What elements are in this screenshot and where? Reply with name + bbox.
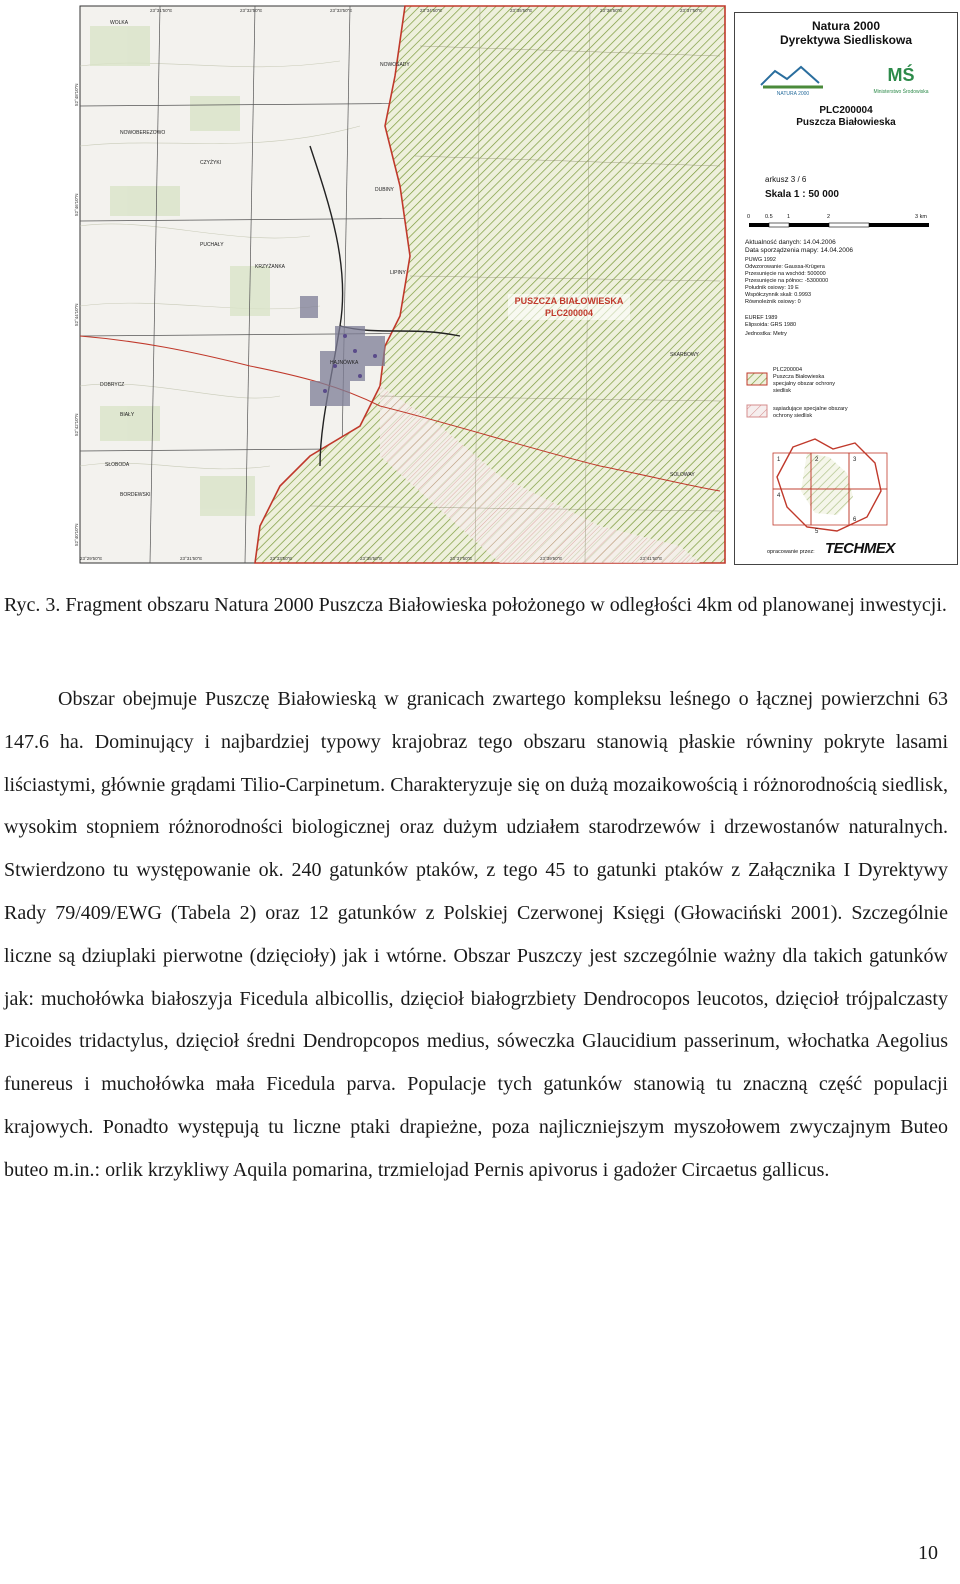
legend-title-line1: Natura 2000 (811, 19, 881, 33)
coord-left: 52°46'10"N (74, 193, 79, 216)
coord-left: 52°42'10"N (74, 413, 79, 436)
projection-line: Odwzorowanie: Gaussa-Krügera (745, 264, 825, 270)
topographic-map (74, 6, 725, 563)
area-label-name: PUSZCZA BIAŁOWIESKA (514, 296, 624, 306)
legend-site-name: Puszcza Białowieska (796, 117, 896, 128)
symbol2-line: ochrony siedlisk (773, 413, 813, 419)
place-label: NOWOBEREZOWO (120, 130, 166, 136)
place-label: DOBRYCZ (100, 382, 125, 388)
place-label: SOLOWAY (670, 472, 695, 478)
legend-symbol-adjacent (745, 401, 945, 423)
footer-label: opracowanie przez: (767, 549, 815, 555)
coord-bottom: 23°33'50"E (270, 556, 293, 561)
legend-updated: Aktualność danych: 14.04.2006 (745, 239, 836, 246)
page-number: 10 (918, 1542, 938, 1564)
projection-line: Równoleżnik osiowy: 0 (745, 299, 801, 305)
place-label: KRZYŻANKA (255, 264, 286, 270)
coord-bottom: 23°31'50"E (180, 556, 203, 561)
scale-tick: 2 (827, 214, 831, 220)
place-label: PUCHAŁY (200, 242, 224, 248)
coord-left: 52°44'10"N (74, 303, 79, 326)
legend-title-line2: Dyrektywa Siedliskowa (779, 33, 913, 47)
symbol1-line: Puszcza Białowieska (773, 374, 825, 380)
place-label: LIPINY (390, 270, 406, 276)
legend-unit: Jednostka: Metry (745, 331, 787, 337)
legend-euref (745, 315, 796, 329)
scale-tick: 0 (747, 214, 751, 220)
map-figure (74, 6, 956, 563)
coord-top: 23°35'50"E (510, 8, 533, 13)
place-label: SŁOBODA (105, 462, 130, 468)
coord-bottom: 23°37'50"E (450, 556, 473, 561)
legend-made: Data sporządzenia mapy: 14.04.2006 (745, 247, 854, 254)
place-label: SKARBOWY (670, 352, 699, 358)
overview-number: 3 (853, 457, 857, 463)
coord-left: 52°40'10"N (74, 523, 79, 546)
map-canvas (74, 6, 725, 563)
place-label: CZYŻYKI (200, 160, 222, 166)
scale-tick: 0.5 (765, 214, 773, 220)
scale-tick: 1 (787, 214, 791, 220)
projection-line: Współczynnik skali: 0.9993 (745, 292, 812, 298)
scale-tick: 3 km (915, 214, 927, 220)
projection-line: PUWG 1992 (745, 257, 776, 263)
natura-2000-logo (757, 57, 829, 97)
euref-line: Elipsoida: GRS 1980 (745, 322, 797, 328)
symbol1-line: PLC200004 (773, 367, 803, 373)
place-label: DUBINY (375, 187, 394, 193)
overview-number: 6 (853, 517, 857, 523)
place-label: NOWOSADY (380, 62, 410, 68)
ministry-logo (865, 57, 937, 97)
overview-number: 1 (777, 457, 781, 463)
legend-footer (745, 540, 947, 560)
legend-projection (745, 257, 828, 306)
coord-bottom: 23°29'50"E (80, 556, 103, 561)
techmex-logo: TECHMEX (825, 540, 895, 557)
symbol1-line: siedlisk (773, 388, 792, 394)
euref-line: EUREF 1989 (745, 315, 778, 321)
symbol1-line: specjalny obszar ochrony (773, 381, 836, 387)
figure-caption: Ryc. 3. Fragment obszaru Natura 2000 Puszcza Białowieska położonego w odległości 4km od planowanej inwestycji. (4, 594, 947, 616)
legend-scale: Skala 1 : 50 000 (765, 189, 839, 200)
overview-map (763, 433, 893, 537)
coord-top: 23°31'50"E (150, 8, 173, 13)
coord-bottom: 23°39'50"E (540, 556, 563, 561)
legend-symbol-site (745, 365, 945, 393)
projection-line: Południk osiowy: 19 E (745, 285, 799, 291)
natura-logo-text: NATURA 2000 (776, 91, 810, 97)
coord-left: 52°48'10"N (74, 83, 79, 106)
map-legend (734, 12, 958, 565)
svg-text:MŚ: MŚ (887, 65, 915, 85)
projection-line: Przesunięcie na wschód: 500000 (745, 271, 826, 277)
overview-number: 5 (815, 529, 819, 535)
coord-top: 23°36'50"E (600, 8, 623, 13)
legend-dates (745, 239, 853, 255)
overview-number: 2 (815, 457, 819, 463)
place-label: BIAŁY (120, 412, 135, 418)
overview-number: 4 (777, 493, 781, 499)
legend-site-code: PLC200004 (819, 105, 873, 116)
body-paragraph: Obszar obejmuje Puszczę Białowieską w granicach zwartego kompleksu leśnego o łącznej powierzchni 63 147.6 ha. Dominujący i najbardziej typowy krajobraz tego obszaru stanowią płaskie równiny pokryte lasami liściastymi, głównie grądami Tilio-Carpinetum. Charakteryzuje się on dużą mozaikowością i różnorodnością siedlisk, wysokim stopniem różnorodności biologicznej oraz dużym udziałem starodrzewów i drzewostanów naturalnych. Stwierdzono tu występowanie ok. 240 gatunków ptaków, z tego 45 to gatunki ptaków z Załącznika I Dyrektywy Rady 79/409/EWG (Tabela 2) oraz 12 gatunków z Polskiej Czerwonej Księgi (Głowaciński 2001). Szczególnie liczne są dziuplaki pierwotne (dzięcioły) jak i wtórne. Obszar Puszczy jest szczególnie ważny dla takich gatunków jak: muchołówka białoszyja Ficedula albicollis, dzięcioł białogrzbiety Dendrocopos leucotos, dzięcioł trójpalczasty Picoides tridactylus, dzięcioł średni Dendropcopos medius, sóweczka Glaucidium passerinum, włochatka Aegolius funereus i muchołówka mała Ficedula parva. Populacje tych gatunków stanowią tu znaczną część populacji krajowych. Ponadto występują tu liczne ptaki drapieżne, poza najliczniejszym myszołowem zwyczajnym Buteo buteo m.in.: orlik krzykliwy Aquila pomarina, trzmielojad Pernis apivorus i gadożer Circaetus gallicus. (4, 688, 948, 1181)
coord-bottom: 23°41'50"E (640, 556, 663, 561)
place-label: BORDEWSKI (120, 492, 151, 498)
coord-top: 23°37'50"E (680, 8, 703, 13)
coord-top: 23°34'50"E (420, 8, 443, 13)
scale-bar (745, 209, 947, 233)
coord-bottom: 23°35'50"E (360, 556, 383, 561)
area-label-code: PLC200004 (544, 308, 594, 318)
symbol2-line: sąsiadujące specjalne obszary (773, 406, 848, 412)
coord-top: 23°32'50"E (240, 8, 263, 13)
projection-line: Przesunięcie na północ: -5300000 (745, 278, 829, 284)
legend-sheet: arkusz 3 / 6 (765, 175, 807, 184)
ministry-logo-text: Ministerstwo Środowiska (873, 89, 929, 95)
coord-top: 23°33'50"E (330, 8, 353, 13)
legend-title (735, 19, 957, 47)
legend-site (735, 105, 957, 129)
place-label: WOLKA (110, 20, 129, 26)
place-label: HAJNÓWKA (330, 360, 359, 366)
